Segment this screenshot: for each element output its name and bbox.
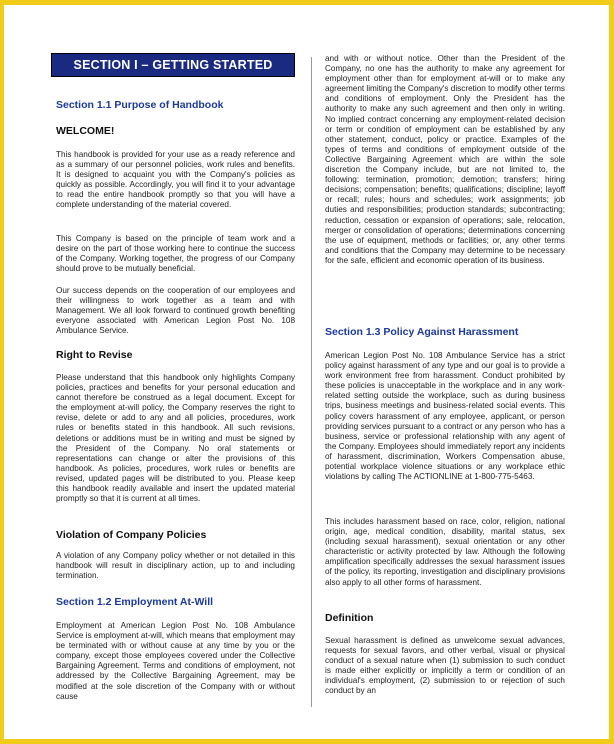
column-divider <box>311 57 312 707</box>
right-to-revise-heading: Right to Revise <box>56 349 133 361</box>
document-page <box>4 5 609 739</box>
revise-paragraph: Please understand that this handbook only highlights Company policies, practices and benefits for your personal education and cannot therefore be construed as a legal document. Except for the employment at-will policy, the Company reserves the right to revise, delete or add to any and all policies, procedures, work rules or benefits stated in this handbook. All such revisions, deletions or additions must be in writing and must be signed by the President of the Company. No oral statements or representations can change or alter the provisions of this handbook. As policies, procedures, work rules or benefits are revised, updated pages will be distributed to you. Please keep this handbook readily available and insert the updated material promptly so that it is current at all times. <box>56 373 295 504</box>
section-1-2-heading: Section 1.2 Employment At-Will <box>56 596 214 608</box>
definition-heading: Definition <box>325 612 374 624</box>
welcome-paragraph: This handbook is provided for your use as a ready reference and as a summary of our personnel policies, work rules and benefits. It is designed to acquaint you with the Company's policies as quickly as possible. Accordingly, you will find it to your advantage to read the entire handbook promptly so that you will have a complete understanding of the material covered. <box>56 150 295 210</box>
at-will-paragraph: Employment at American Legion Post No. 108 Ambulance Service is employment at-will, which means that employment may be terminated with or without cause at any time by you or the company, except those employees covered under the Collective Bargaining Agreement. Terms and conditions of employment, not addressed by the Collective Bargaining Agreement, may be modified at the sole discretion of the Company with or without cause <box>56 621 295 701</box>
section-banner: SECTION I – GETTING STARTED <box>51 53 295 77</box>
definition-paragraph: Sexual harassment is defined as unwelcome sexual advances, requests for sexual favors, and other verbal, visual or physical conduct of a sexual nature when (1) submission to such conduct is made either explicitly or implicitly a term or condition of an individual's employment, (2) submission to or rejection of such conduct by an <box>325 636 565 696</box>
harassment-scope-paragraph: This includes harassment based on race, color, religion, national origin, age, medical condition, disability, marital status, sex (including sexual harassment), sexual orientation or any other characteristic or activity protected by law. Although the following amplification specifically addresses the sexual harassment issues of the policy, its reporting, investigation and disciplinary provisions also apply to all other forms of harassment. <box>325 517 565 587</box>
at-will-continued-paragraph: and with or without notice. Other than the President of the Company, no one has the authority to make any agreement for employment other than for employment at-will or to make any agreement limiting the Company's discretion to modify other terms and conditions of employment. Only the President has the authority to make any such agreement and then only in writing. No implied contract concerning any employment-related decision or term or condition of employment can be established by any other statement, conduct, policy or practice. Examples of the types of terms and conditions of employment outside of the Collective Bargaining Agreement which are within the sole discretion the Company include, but are not limited to, the following: termination, promotion; demotion; transfers; hiring decisions; compensation; benefits; qualifications; discipline; layoff or recall; rules; hours and schedules; work assignments; job duties and responsibilities; production standards; subcontracting; reduction, cessation or expansion of operations; sale, relocation, merger or consolidation of operations; determinations concerning the use of equipment, methods or facilities; or, any other terms and conditions that the Company may determine to be necessary for the safe, efficient and economic operation of its business. <box>325 54 566 265</box>
success-paragraph: Our success depends on the cooperation of our employees and their willingness to work together as a team and with Management. We all look forward to continued growth benefiting everyone associated with American Legion Post No. 108 Ambulance Service. <box>56 286 295 336</box>
violation-heading: Violation of Company Policies <box>56 529 207 541</box>
violation-paragraph: A violation of any Company policy whether or not detailed in this handbook will result in disciplinary action, up to and including termination. <box>56 551 295 581</box>
section-1-3-heading: Section 1.3 Policy Against Harassment <box>325 326 519 338</box>
harassment-policy-paragraph: American Legion Post No. 108 Ambulance Service has a strict policy against harassment of any type and our goal is to provide a work environment free from harassment. Conduct prohibited by these policies is unacceptable in the workplace and in any work-related setting outside the workplace, such as during business trips, business meetings and business-related social events. This policy covers harassment of any employee, applicant, or person providing services pursuant to a contract or any person who has a business, service or professional relationship with any agent of the Company. Employees should immediately report any incidents of harassment, discrimination, Workers Compensation abuse, potential workplace violence situations or any workplace ethic violations by calling The ACTIONLINE at 1-800-775-5463. <box>325 351 565 482</box>
welcome-heading: WELCOME! <box>56 125 115 137</box>
teamwork-paragraph: This Company is based on the principle of team work and a desire on the part of those working here to continue the success of the Company. Working together, the progress of our Company should prove to be mutually beneficial. <box>56 234 295 274</box>
section-1-1-heading: Section 1.1 Purpose of Handbook <box>56 99 224 111</box>
